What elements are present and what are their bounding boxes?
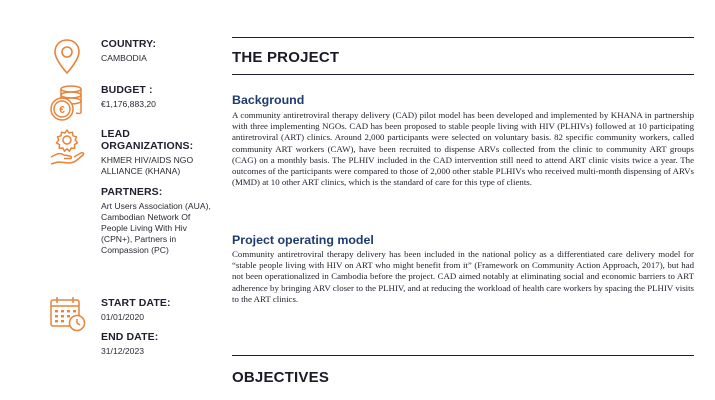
country-label: COUNTRY: xyxy=(101,38,157,50)
budget-value: €1,176,883,20 xyxy=(101,99,156,109)
top-divider xyxy=(232,37,694,38)
project-divider xyxy=(232,74,694,75)
country-field xyxy=(101,38,211,64)
project-title: THE PROJECT xyxy=(232,49,340,66)
main-content xyxy=(232,0,694,400)
lead-organizations-value: KHMER HIV/AIDS NGO ALLIANCE (KHANA) xyxy=(101,155,194,176)
background-heading: Background xyxy=(232,93,305,107)
partners-field xyxy=(101,186,211,256)
map-pin-icon xyxy=(46,36,88,78)
end-date-label: END DATE: xyxy=(101,331,159,343)
start-date-field xyxy=(101,297,211,323)
partners-value: Art Users Association (AUA), Cambodian Network Of People Living With Hiv (CPN+), Partners in Compassion (PC) xyxy=(101,201,211,255)
end-date-value: 31/12/2023 xyxy=(101,346,145,356)
operating-model-text: Community antiretroviral therapy delivery has been included in the national policy as a differentiated care delivery model for “stable people living with HIV on ART who might benefit from it” (Framework on Community Action Approach, 2017), but had not been operationalized in Cambodia before the project. CAD aimed notably at eliminating social and economic barriers to ART adherence by bringing ARV closer to the PLHIV, and at reducing the workload of health care workers by spacing the PLHIV visits to the ART clinics. xyxy=(232,249,695,304)
start-date-value: 01/01/2020 xyxy=(101,312,145,322)
lead-organizations-field xyxy=(101,128,211,177)
operating-model-heading: Project operating model xyxy=(232,233,374,247)
budget-field xyxy=(101,84,211,110)
objectives-title: OBJECTIVES xyxy=(232,369,330,386)
start-date-label: START DATE: xyxy=(101,297,171,309)
budget-label: BUDGET : xyxy=(101,84,153,96)
end-date-field xyxy=(101,331,211,357)
sidebar xyxy=(0,0,215,400)
lead-organizations-label: LEAD ORGANIZATIONS: xyxy=(101,128,194,152)
objectives-divider xyxy=(232,355,694,356)
background-text: A community antiretroviral therapy delivery (CAD) pilot model has been developed and implemented by KHANA in partnership with three implementing NGOs. CAD has been proposed to stable people living with HIV (PLHIVs) followed at 10 participating antiretroviral (ART) clinics. Around 2,000 participants were selected on voluntary basis. 82 specific community workers, called community ART workers (CAW), have been recruited to dispense ARVs collected from the clinic to community ART groups (CAG) on a monthly basis. The PLHIV included in the CAD intervention still need to attend ART clinic visits twice a year. The outcomes of the participants were compared to those of 2,000 other stable PLHIVs who received multi-month dispensing of ARVs (MMD) at 10 other ART clinics, which is the standard of care for this type of clients. xyxy=(232,110,694,188)
coins-icon xyxy=(46,82,88,124)
gear-hand-icon xyxy=(46,126,88,168)
calendar-icon xyxy=(46,292,88,334)
partners-label: PARTNERS: xyxy=(101,186,163,198)
svg-text:€: € xyxy=(59,105,65,116)
country-value: CAMBODIA xyxy=(101,53,147,63)
